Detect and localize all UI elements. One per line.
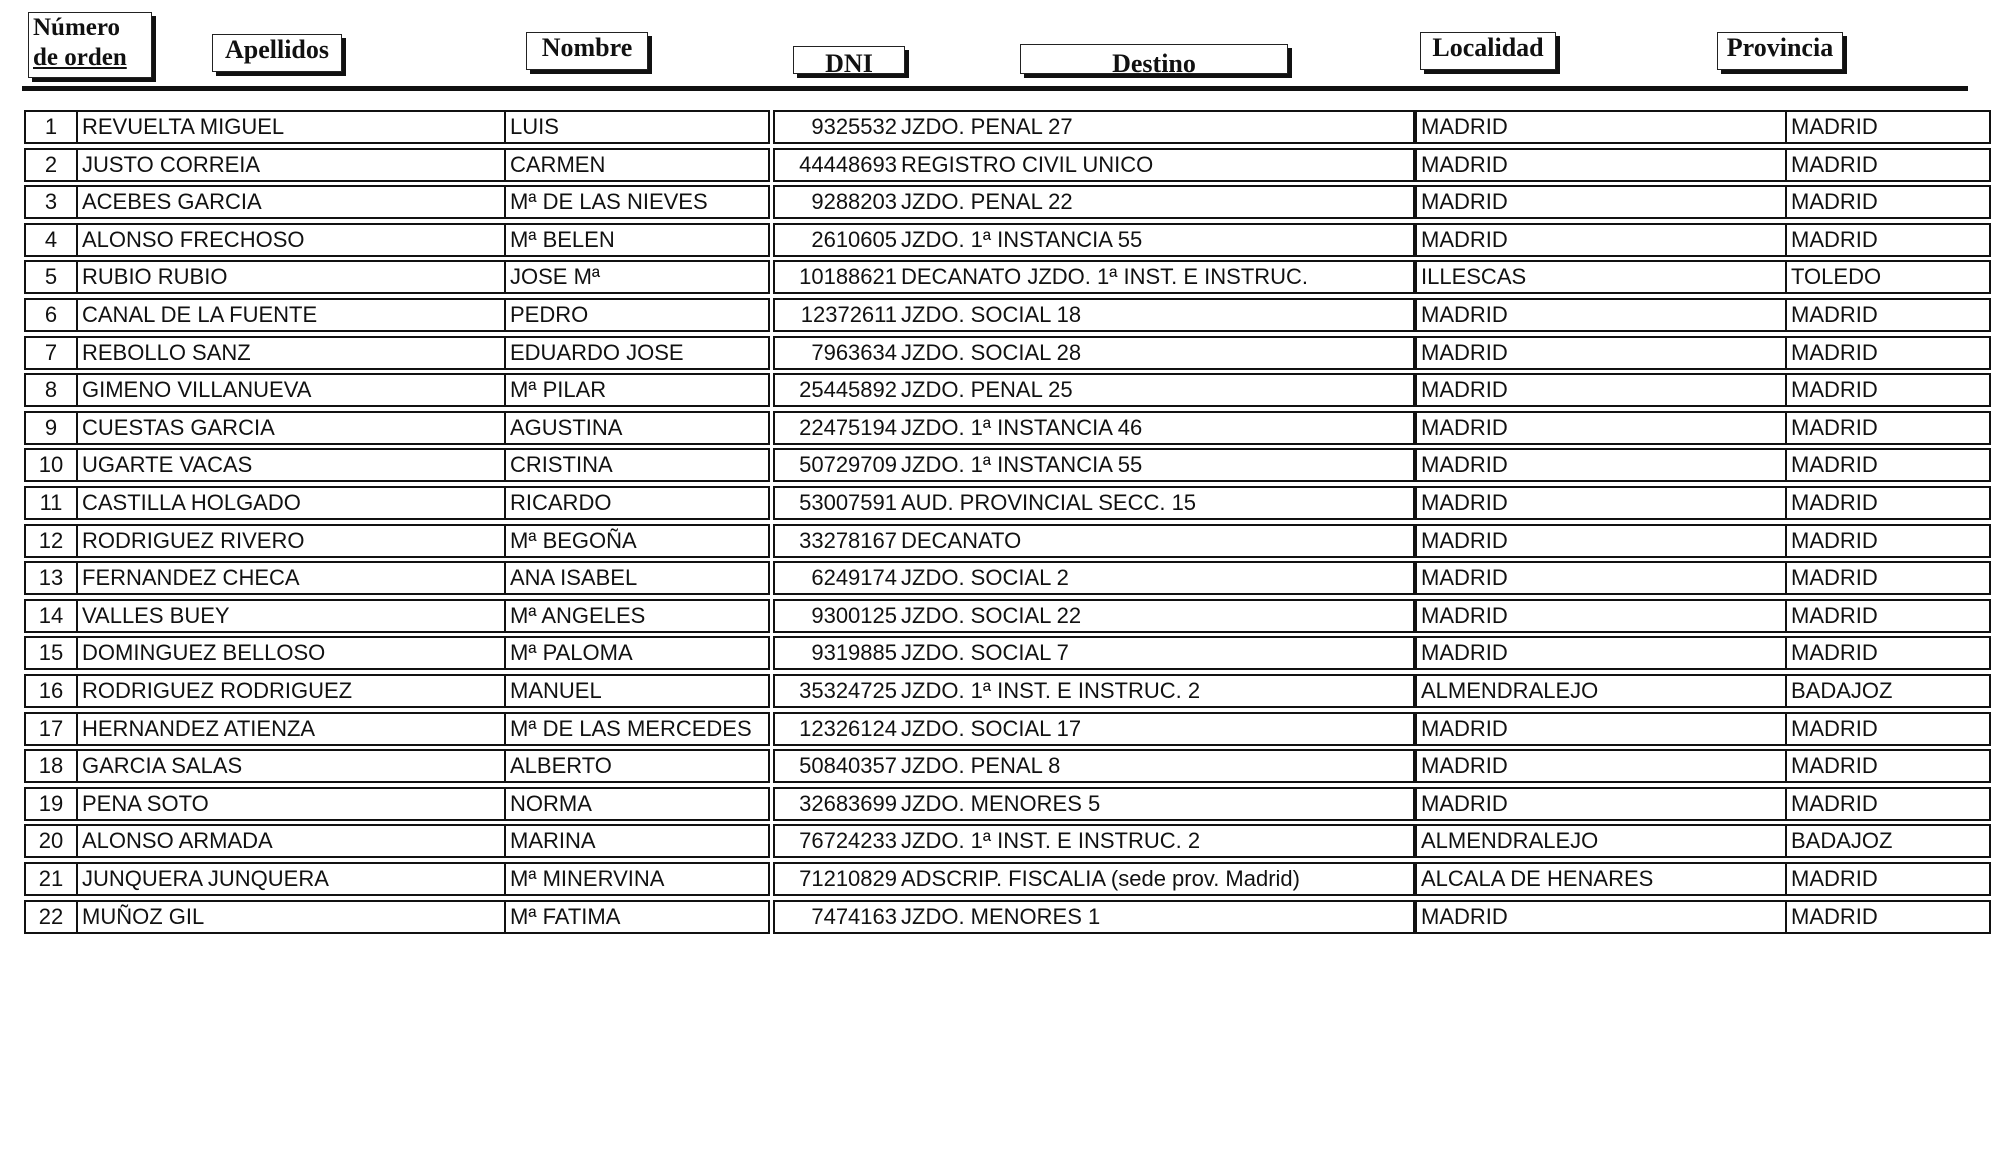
cell-apellidos: RODRIGUEZ RODRIGUEZ <box>76 674 508 708</box>
cell-numero: 3 <box>24 185 78 219</box>
cell-dni: 33278167 <box>773 524 903 558</box>
cell-numero: 6 <box>24 298 78 332</box>
cell-destino: JZDO. MENORES 1 <box>899 900 1415 934</box>
cell-destino: DECANATO <box>899 524 1415 558</box>
table-row <box>0 824 2000 858</box>
cell-apellidos: HERNANDEZ ATIENZA <box>76 712 508 746</box>
cell-provincia: BADAJOZ <box>1785 674 1991 708</box>
cell-destino: JZDO. 1ª INST. E INSTRUC. 2 <box>899 674 1415 708</box>
cell-apellidos: REVUELTA MIGUEL <box>76 110 508 144</box>
cell-localidad: MADRID <box>1415 712 1791 746</box>
cell-provincia: MADRID <box>1785 900 1991 934</box>
cell-nombre: Mª PALOMA <box>504 636 770 670</box>
cell-dni: 7474163 <box>773 900 903 934</box>
cell-localidad: MADRID <box>1415 561 1791 595</box>
cell-nombre: Mª FATIMA <box>504 900 770 934</box>
cell-dni: 7963634 <box>773 336 903 370</box>
table-row <box>0 260 2000 294</box>
cell-apellidos: ALONSO FRECHOSO <box>76 223 508 257</box>
header-nombre: Nombre <box>526 32 648 70</box>
cell-destino: JZDO. PENAL 27 <box>899 110 1415 144</box>
cell-provincia: MADRID <box>1785 223 1991 257</box>
cell-provincia: MADRID <box>1785 749 1991 783</box>
table-row <box>0 298 2000 332</box>
cell-nombre: MANUEL <box>504 674 770 708</box>
cell-provincia: MADRID <box>1785 448 1991 482</box>
cell-nombre: Mª DE LAS MERCEDES <box>504 712 770 746</box>
cell-apellidos: UGARTE VACAS <box>76 448 508 482</box>
cell-apellidos: MUÑOZ GIL <box>76 900 508 934</box>
cell-nombre: JOSE Mª <box>504 260 770 294</box>
cell-numero: 1 <box>24 110 78 144</box>
table-row <box>0 185 2000 219</box>
cell-dni: 10188621 <box>773 260 903 294</box>
cell-apellidos: GIMENO VILLANUEVA <box>76 373 508 407</box>
cell-localidad: MADRID <box>1415 411 1791 445</box>
cell-apellidos: REBOLLO SANZ <box>76 336 508 370</box>
cell-numero: 18 <box>24 749 78 783</box>
cell-localidad: MADRID <box>1415 749 1791 783</box>
cell-provincia: MADRID <box>1785 411 1991 445</box>
cell-localidad: MADRID <box>1415 185 1791 219</box>
cell-provincia: MADRID <box>1785 148 1991 182</box>
table-row <box>0 900 2000 934</box>
cell-apellidos: DOMINGUEZ BELLOSO <box>76 636 508 670</box>
cell-provincia: MADRID <box>1785 787 1991 821</box>
cell-destino: JZDO. 1ª INSTANCIA 55 <box>899 223 1415 257</box>
cell-localidad: MADRID <box>1415 373 1791 407</box>
cell-nombre: EDUARDO JOSE <box>504 336 770 370</box>
cell-nombre: MARINA <box>504 824 770 858</box>
cell-provincia: MADRID <box>1785 712 1991 746</box>
cell-dni: 50840357 <box>773 749 903 783</box>
cell-localidad: MADRID <box>1415 636 1791 670</box>
cell-localidad: MADRID <box>1415 524 1791 558</box>
cell-destino: JZDO. SOCIAL 7 <box>899 636 1415 670</box>
cell-dni: 44448693 <box>773 148 903 182</box>
cell-numero: 21 <box>24 862 78 896</box>
cell-dni: 35324725 <box>773 674 903 708</box>
table-row <box>0 599 2000 633</box>
cell-localidad: MADRID <box>1415 900 1791 934</box>
cell-dni: 9300125 <box>773 599 903 633</box>
table-row <box>0 749 2000 783</box>
cell-nombre: Mª ANGELES <box>504 599 770 633</box>
cell-dni: 50729709 <box>773 448 903 482</box>
cell-localidad: ALMENDRALEJO <box>1415 674 1791 708</box>
table-row <box>0 448 2000 482</box>
cell-provincia: BADAJOZ <box>1785 824 1991 858</box>
cell-nombre: Mª BEGOÑA <box>504 524 770 558</box>
table-row <box>0 336 2000 370</box>
cell-apellidos: ACEBES GARCIA <box>76 185 508 219</box>
cell-provincia: MADRID <box>1785 599 1991 633</box>
cell-dni: 22475194 <box>773 411 903 445</box>
cell-dni: 12326124 <box>773 712 903 746</box>
cell-provincia: MADRID <box>1785 373 1991 407</box>
cell-numero: 19 <box>24 787 78 821</box>
cell-nombre: CARMEN <box>504 148 770 182</box>
header-localidad: Localidad <box>1420 32 1556 70</box>
cell-nombre: ALBERTO <box>504 749 770 783</box>
cell-destino: JZDO. PENAL 8 <box>899 749 1415 783</box>
cell-numero: 12 <box>24 524 78 558</box>
cell-destino: ADSCRIP. FISCALIA (sede prov. Madrid) <box>899 862 1415 896</box>
cell-apellidos: ALONSO ARMADA <box>76 824 508 858</box>
cell-numero: 7 <box>24 336 78 370</box>
table-row <box>0 148 2000 182</box>
cell-destino: JZDO. SOCIAL 22 <box>899 599 1415 633</box>
cell-provincia: MADRID <box>1785 524 1991 558</box>
cell-destino: JZDO. 1ª INST. E INSTRUC. 2 <box>899 824 1415 858</box>
cell-numero: 4 <box>24 223 78 257</box>
cell-destino: JZDO. SOCIAL 2 <box>899 561 1415 595</box>
cell-apellidos: CASTILLA HOLGADO <box>76 486 508 520</box>
cell-nombre: LUIS <box>504 110 770 144</box>
cell-localidad: MADRID <box>1415 787 1791 821</box>
cell-localidad: MADRID <box>1415 223 1791 257</box>
table-row <box>0 674 2000 708</box>
cell-localidad: MADRID <box>1415 599 1791 633</box>
cell-nombre: Mª MINERVINA <box>504 862 770 896</box>
table-row <box>0 223 2000 257</box>
cell-nombre: AGUSTINA <box>504 411 770 445</box>
cell-destino: JZDO. 1ª INSTANCIA 46 <box>899 411 1415 445</box>
table-row <box>0 110 2000 144</box>
header-divider <box>22 86 1968 91</box>
cell-apellidos: CANAL DE LA FUENTE <box>76 298 508 332</box>
cell-numero: 9 <box>24 411 78 445</box>
table-row <box>0 636 2000 670</box>
cell-apellidos: JUSTO CORREIA <box>76 148 508 182</box>
cell-apellidos: PENA SOTO <box>76 787 508 821</box>
cell-apellidos: JUNQUERA JUNQUERA <box>76 862 508 896</box>
cell-destino: REGISTRO CIVIL UNICO <box>899 148 1415 182</box>
cell-numero: 16 <box>24 674 78 708</box>
table-row <box>0 486 2000 520</box>
cell-localidad: MADRID <box>1415 336 1791 370</box>
cell-localidad: MADRID <box>1415 486 1791 520</box>
cell-numero: 8 <box>24 373 78 407</box>
cell-dni: 6249174 <box>773 561 903 595</box>
cell-dni: 9288203 <box>773 185 903 219</box>
cell-provincia: MADRID <box>1785 110 1991 144</box>
cell-provincia: MADRID <box>1785 336 1991 370</box>
cell-localidad: MADRID <box>1415 148 1791 182</box>
cell-destino: JZDO. PENAL 25 <box>899 373 1415 407</box>
cell-provincia: MADRID <box>1785 636 1991 670</box>
cell-dni: 9319885 <box>773 636 903 670</box>
cell-provincia: TOLEDO <box>1785 260 1991 294</box>
cell-apellidos: GARCIA SALAS <box>76 749 508 783</box>
cell-numero: 15 <box>24 636 78 670</box>
cell-provincia: MADRID <box>1785 298 1991 332</box>
header-destino: Destino <box>1020 44 1288 74</box>
header-numero-de-orden <box>28 12 152 78</box>
cell-nombre: Mª BELEN <box>504 223 770 257</box>
cell-nombre: NORMA <box>504 787 770 821</box>
header-numero-line2: de orden <box>33 44 127 71</box>
table-row <box>0 787 2000 821</box>
cell-provincia: MADRID <box>1785 185 1991 219</box>
table-row <box>0 862 2000 896</box>
cell-nombre: CRISTINA <box>504 448 770 482</box>
cell-numero: 13 <box>24 561 78 595</box>
cell-nombre: Mª DE LAS NIEVES <box>504 185 770 219</box>
cell-destino: JZDO. PENAL 22 <box>899 185 1415 219</box>
table-row <box>0 411 2000 445</box>
cell-localidad: ALMENDRALEJO <box>1415 824 1791 858</box>
cell-provincia: MADRID <box>1785 486 1991 520</box>
header-dni: DNI <box>793 46 905 74</box>
cell-destino: JZDO. 1ª INSTANCIA 55 <box>899 448 1415 482</box>
header-apellidos: Apellidos <box>212 34 342 72</box>
cell-numero: 22 <box>24 900 78 934</box>
cell-nombre: Mª PILAR <box>504 373 770 407</box>
cell-destino: DECANATO JZDO. 1ª INST. E INSTRUC. <box>899 260 1415 294</box>
cell-localidad: MADRID <box>1415 110 1791 144</box>
cell-destino: JZDO. SOCIAL 17 <box>899 712 1415 746</box>
cell-apellidos: VALLES BUEY <box>76 599 508 633</box>
cell-numero: 17 <box>24 712 78 746</box>
cell-destino: JZDO. SOCIAL 18 <box>899 298 1415 332</box>
cell-dni: 9325532 <box>773 110 903 144</box>
cell-localidad: ILLESCAS <box>1415 260 1791 294</box>
cell-dni: 71210829 <box>773 862 903 896</box>
cell-numero: 20 <box>24 824 78 858</box>
cell-dni: 2610605 <box>773 223 903 257</box>
cell-apellidos: CUESTAS GARCIA <box>76 411 508 445</box>
table-row <box>0 524 2000 558</box>
cell-nombre: ANA ISABEL <box>504 561 770 595</box>
header-numero-line1: Número <box>33 14 121 41</box>
cell-destino: JZDO. MENORES 5 <box>899 787 1415 821</box>
cell-dni: 25445892 <box>773 373 903 407</box>
cell-nombre: PEDRO <box>504 298 770 332</box>
cell-numero: 11 <box>24 486 78 520</box>
table-row <box>0 561 2000 595</box>
cell-numero: 5 <box>24 260 78 294</box>
cell-dni: 53007591 <box>773 486 903 520</box>
cell-apellidos: FERNANDEZ CHECA <box>76 561 508 595</box>
cell-apellidos: RUBIO RUBIO <box>76 260 508 294</box>
cell-provincia: MADRID <box>1785 561 1991 595</box>
cell-destino: JZDO. SOCIAL 28 <box>899 336 1415 370</box>
cell-localidad: ALCALA DE HENARES <box>1415 862 1791 896</box>
cell-apellidos: RODRIGUEZ RIVERO <box>76 524 508 558</box>
cell-nombre: RICARDO <box>504 486 770 520</box>
cell-numero: 14 <box>24 599 78 633</box>
cell-localidad: MADRID <box>1415 448 1791 482</box>
cell-provincia: MADRID <box>1785 862 1991 896</box>
cell-numero: 10 <box>24 448 78 482</box>
header-provincia: Provincia <box>1717 32 1843 70</box>
table-row <box>0 712 2000 746</box>
cell-destino: AUD. PROVINCIAL SECC. 15 <box>899 486 1415 520</box>
cell-dni: 76724233 <box>773 824 903 858</box>
cell-dni: 32683699 <box>773 787 903 821</box>
cell-localidad: MADRID <box>1415 298 1791 332</box>
cell-dni: 12372611 <box>773 298 903 332</box>
cell-numero: 2 <box>24 148 78 182</box>
table-row <box>0 373 2000 407</box>
